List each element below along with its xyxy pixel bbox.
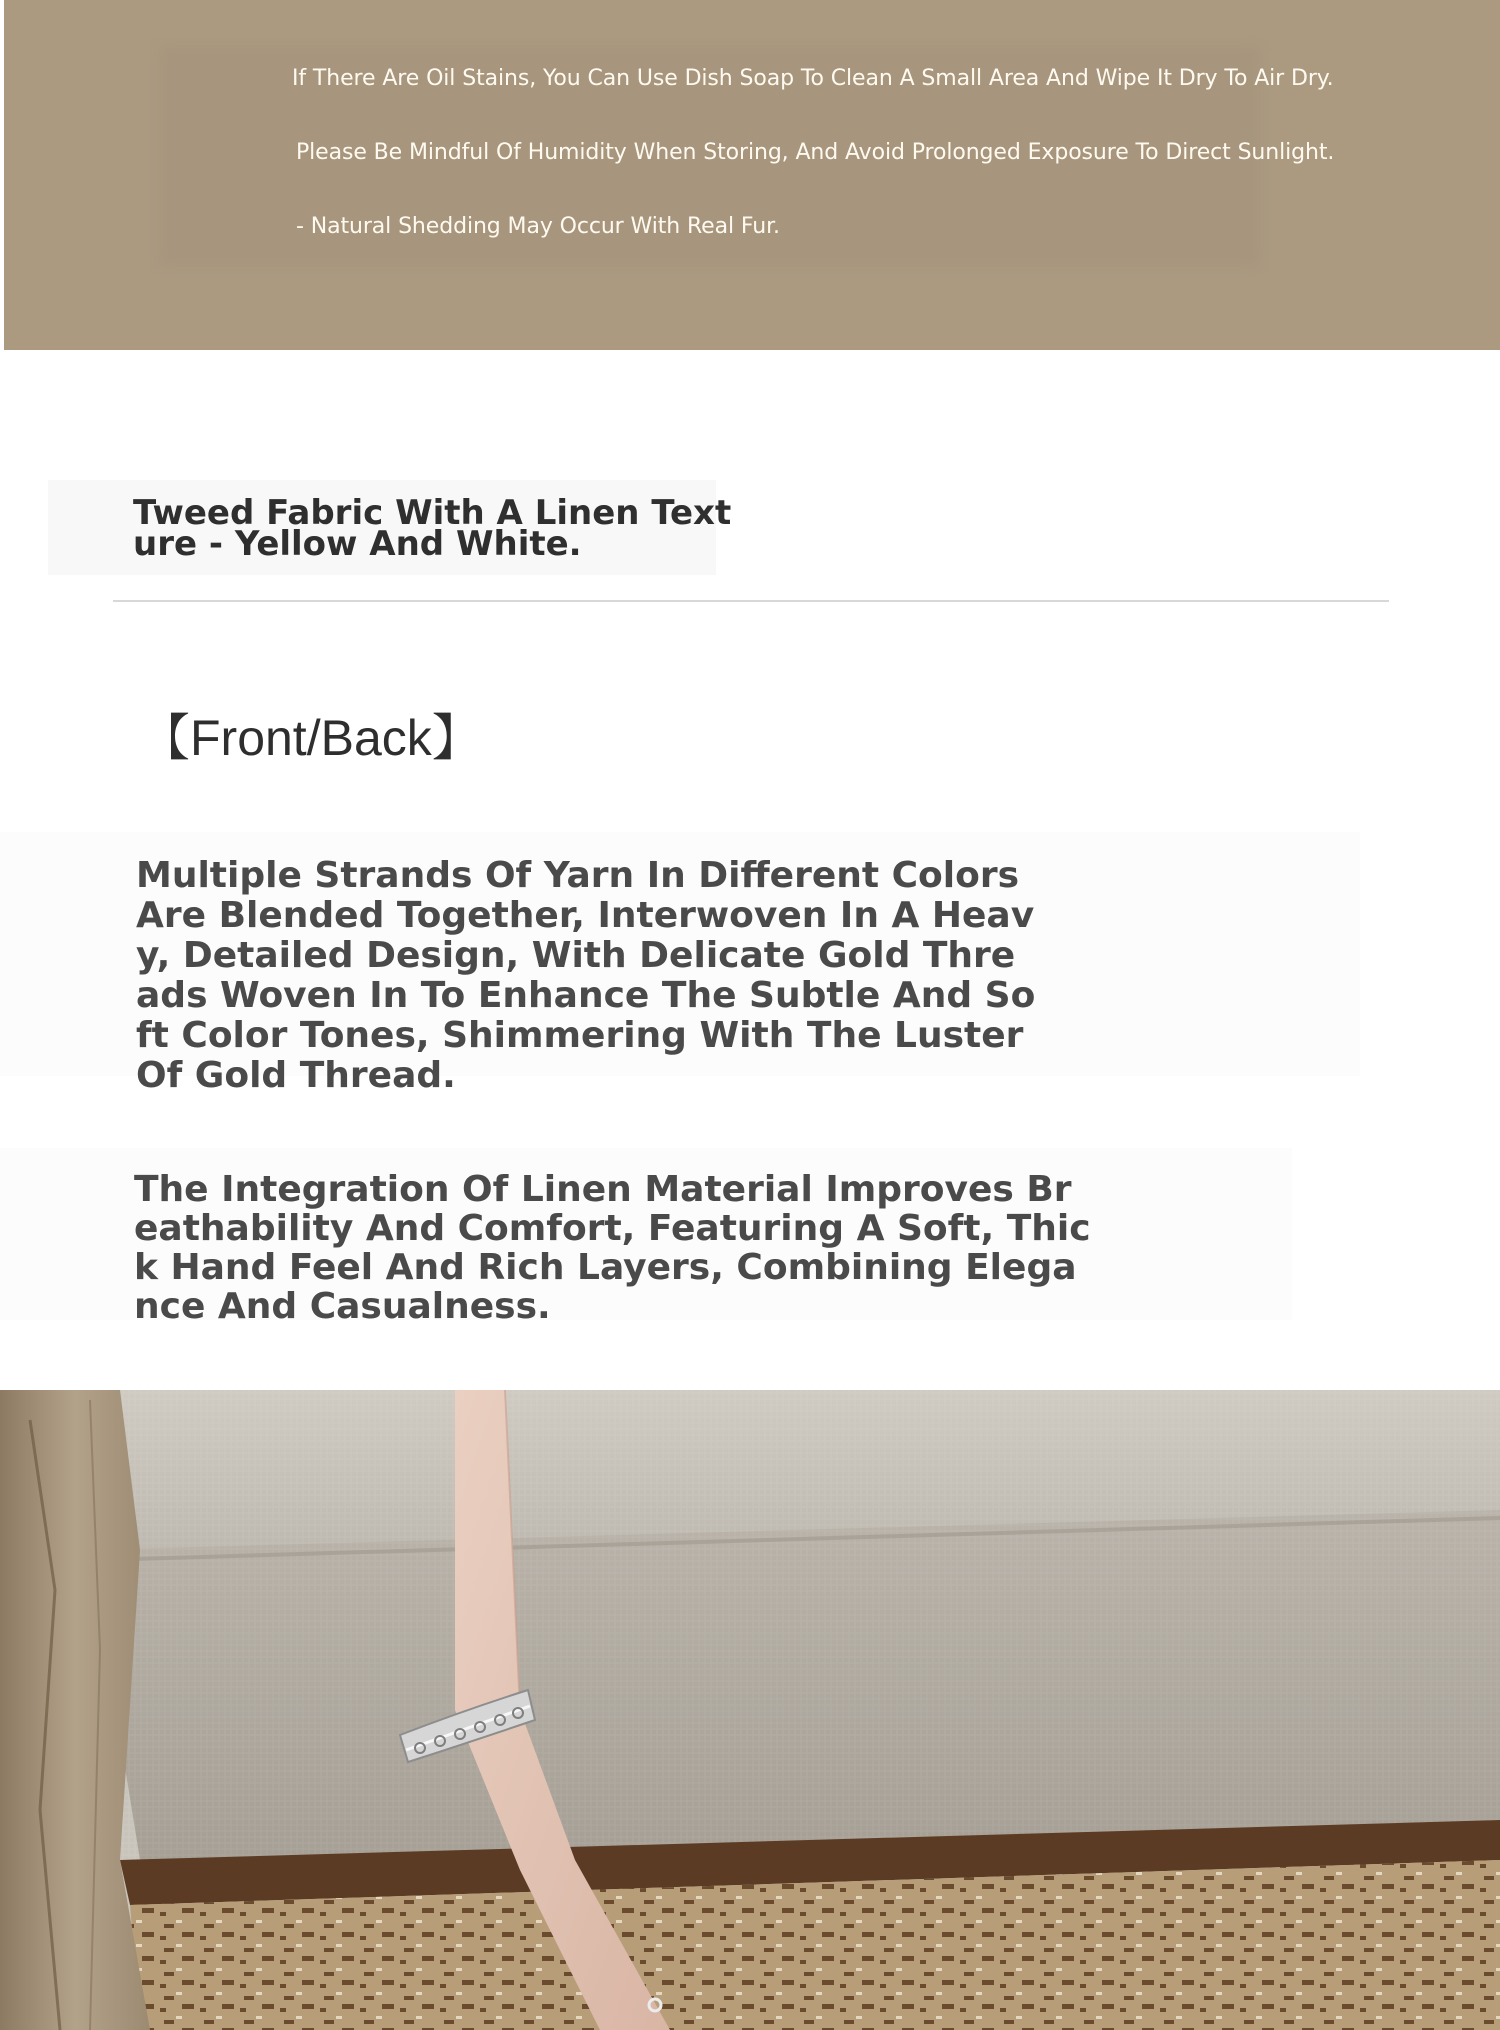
care-instructions-banner bbox=[4, 0, 1500, 350]
front-back-heading: 【Front/Back】 bbox=[140, 710, 482, 766]
fabric-description-yarn: Multiple Strands Of Yarn In Different Colors Are Blended Together, Interwoven In A Heavy, Detailed Design, With Delicate Gold Threads Woven In To Enhance The Subtle And Soft Color Tones, Shimmering With The Luster Of Gold Thread. bbox=[136, 855, 1036, 1096]
care-note-oil-stains: If There Are Oil Stains, You Can Use Dish Soap To Clean A Small Area And Wipe It Dry To Air Dry. bbox=[292, 66, 1334, 91]
product-title: Tweed Fabric With A Linen Texture - Yellow And White. bbox=[133, 493, 732, 564]
product-lifestyle-photo bbox=[0, 1390, 1500, 2030]
care-note-humidity: Please Be Mindful Of Humidity When Storing, And Avoid Prolonged Exposure To Direct Sunlight. bbox=[296, 140, 1335, 165]
section-divider bbox=[113, 600, 1389, 602]
fabric-description-linen: The Integration Of Linen Material Improves Breathability And Comfort, Featuring A Soft, Thick Hand Feel And Rich Layers, Combining Elegance And Casualness. bbox=[134, 1169, 1091, 1327]
care-note-shedding: - Natural Shedding May Occur With Real Fur. bbox=[296, 214, 780, 239]
